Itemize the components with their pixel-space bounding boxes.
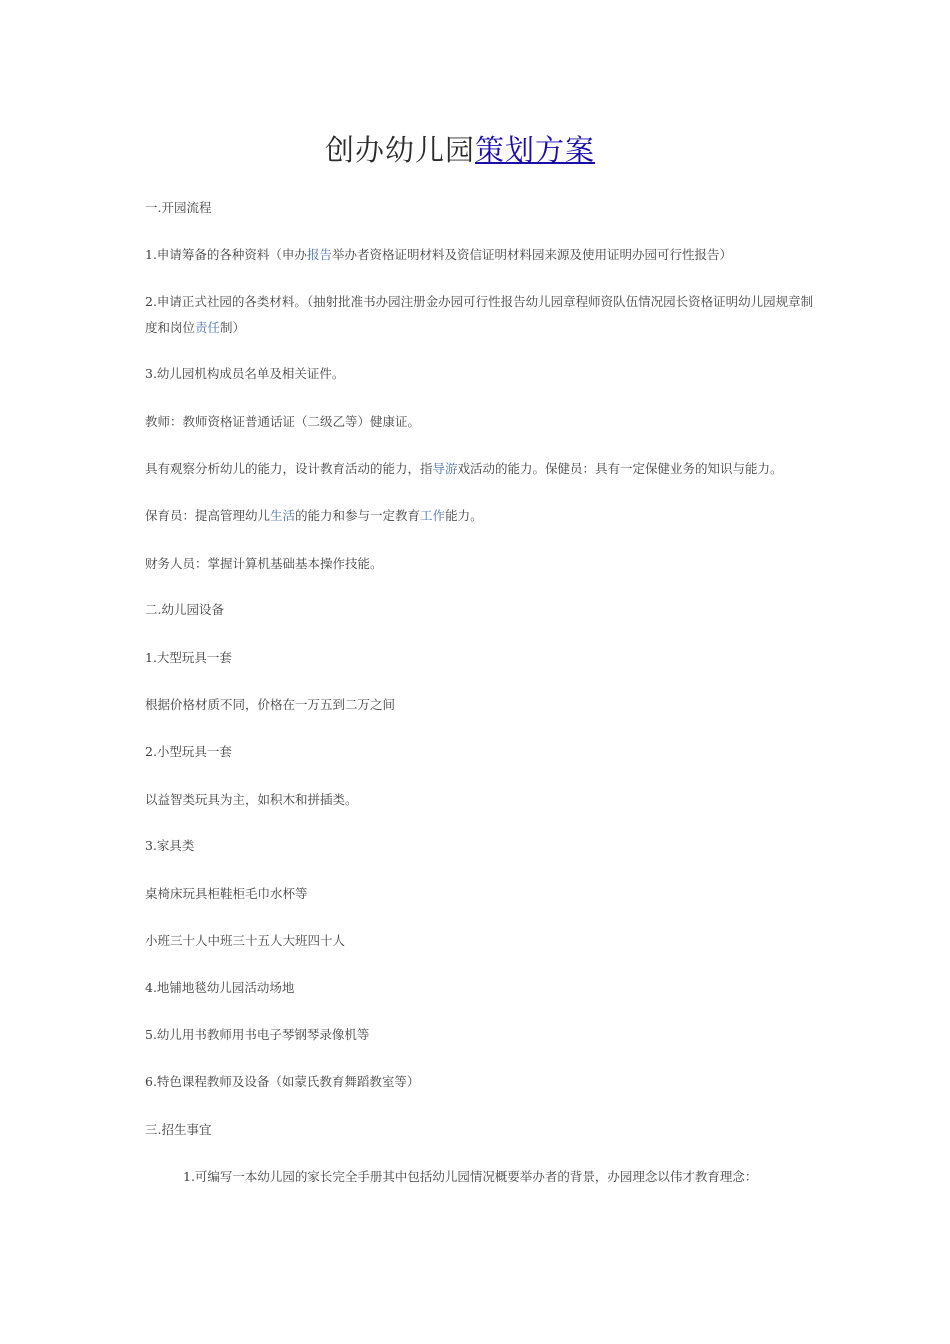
paragraph-finance-staff: 财务人员：掌握计算机基础基本操作技能。 [145, 556, 383, 571]
section-heading-opening-process: 一.开园流程 [145, 200, 212, 215]
paragraph-staff-list: 3.幼儿园机构成员名单及相关证件。 [145, 366, 345, 381]
paragraph-large-toys: 1.大型玩具一套 [145, 650, 232, 665]
link-report[interactable]: 报告 [306, 247, 332, 262]
paragraph-books-instruments: 5.幼儿用书教师用书电子琴钢琴录像机等 [145, 1027, 370, 1042]
paragraph-nursery-staff: 保育员：提高管理幼儿生活的能力和参与一定教育工作能力。 [145, 508, 483, 523]
paragraph-parent-handbook: 1.可编写一本幼儿园的家长完全手册其中包括幼儿园情况概要举办者的背景，办园理念以伟才教育理念： [183, 1169, 758, 1184]
paragraph-abilities: 具有观察分析幼儿的能力，设计教育活动的能力，指导游戏活动的能力。保健员：具有一定保健业务的知识与能力。 [145, 461, 783, 476]
paragraph-teacher-certificates: 教师：教师资格证普通话证（二级乙等）健康证。 [145, 414, 421, 429]
paragraph-class-sizes: 小班三十人中班三十五人大班四十人 [145, 933, 346, 948]
paragraph-special-courses: 6.特色课程教师及设备（如蒙氏教育舞蹈教室等） [145, 1074, 420, 1089]
paragraph-small-toys-detail: 以益智类玩具为主，如积木和拼插类。 [145, 792, 358, 807]
title-link[interactable]: 策划方案 [475, 133, 596, 167]
paragraph-furniture-detail: 桌椅床玩具柜鞋柜毛巾水杯等 [145, 886, 308, 901]
section-heading-equipment: 二.幼儿园设备 [145, 602, 224, 617]
document-title [0, 128, 920, 169]
paragraph-large-toys-price: 根据价格材质不同，价格在一万五到二万之间 [145, 697, 396, 712]
link-guide[interactable]: 导游 [432, 461, 458, 476]
link-responsibility[interactable]: 责任 [195, 320, 221, 335]
paragraph-furniture: 3.家具类 [145, 838, 195, 853]
paragraph-formal-materials: 2.申请正式社园的各类材料。（抽射批准书办园注册金办园可行性报告幼儿园章程师资队伍情况园长资格证明幼儿园规章制度和岗位责任制） [145, 294, 814, 335]
title-text: 创办幼儿园 [324, 133, 475, 167]
link-work[interactable]: 工作 [420, 508, 446, 523]
paragraph-carpet: 4.地铺地毯幼儿园活动场地 [145, 980, 295, 995]
link-life[interactable]: 生活 [270, 508, 296, 523]
section-heading-enrollment: 三.招生事宜 [145, 1122, 212, 1137]
paragraph-small-toys: 2.小型玩具一套 [145, 744, 232, 759]
paragraph-application-materials: 1.申请筹备的各种资料（申办报告举办者资格证明材料及资信证明材料园来源及使用证明办园可行性报告） [145, 247, 732, 262]
